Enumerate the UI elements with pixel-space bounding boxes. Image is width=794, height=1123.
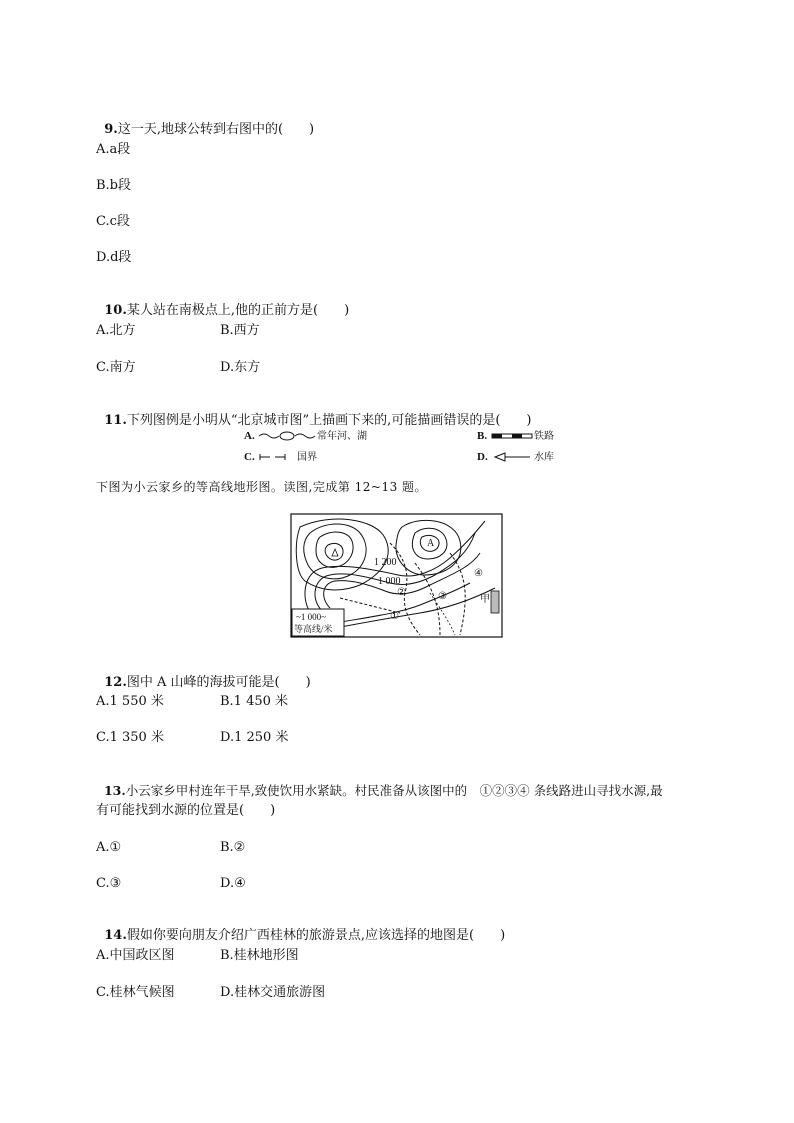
route-2-label: ② <box>397 587 406 598</box>
q13-option-b: B.② <box>220 840 246 855</box>
village-label: 甲 <box>480 594 490 605</box>
question-11-stem <box>96 397 531 429</box>
legend-c-label: C. <box>244 451 255 463</box>
q10-option-d: D.东方 <box>220 360 261 375</box>
q9-option-b: B.b段 <box>96 178 132 193</box>
question-10-stem <box>96 287 349 319</box>
q12-option-a: A.1 550 米 <box>96 694 164 709</box>
question-number: 14. <box>104 928 127 943</box>
question-13-stem-cont: 有可能找到水源的位置是( ) <box>96 803 276 818</box>
q14-option-a: A.中国政区图 <box>96 948 175 963</box>
contour-label-1000: 1 000 <box>378 576 401 587</box>
contour-map <box>290 513 503 638</box>
route-1-label: ① <box>390 611 399 622</box>
route-4-label: ④ <box>474 568 483 579</box>
contour-label-1200: 1 200 <box>374 557 397 568</box>
route-3-label: ③ <box>438 591 447 602</box>
map-intro: 下图为小云家乡的等高线地形图。读图,完成第 12~13 题。 <box>96 480 428 494</box>
q9-option-a: A.a段 <box>96 142 131 157</box>
question-number: 9. <box>104 122 118 137</box>
question-number: 10. <box>104 303 127 318</box>
q14-option-d: D.桂林交通旅游图 <box>220 985 326 1000</box>
legend-b-label: B. <box>477 430 488 442</box>
legend-d-text: 水库 <box>534 452 554 463</box>
legend-a-label: A. <box>244 430 255 442</box>
legend-d-label: D. <box>477 451 488 463</box>
question-text: 下列图例是小明从“北京城市图”上描画下来的,可能描画错误的是( ) <box>126 413 532 428</box>
q14-option-b: B.桂林地形图 <box>220 948 299 963</box>
question-text: 这一天,地球公转到右图中的( ) <box>117 122 315 137</box>
q12-option-d: D.1 250 米 <box>220 730 289 745</box>
question-text: 小云家乡甲村连年干旱,致使饮用水紧缺。村民准备从该图中的 ①②③④ 条线路进山寻找水源,最 <box>125 783 663 798</box>
q9-option-c: C.c段 <box>96 214 130 229</box>
question-14-stem <box>96 912 505 944</box>
village-marker <box>491 591 499 613</box>
q10-option-a: A.北方 <box>96 323 136 338</box>
q12-option-c: C.1 350 米 <box>96 730 164 745</box>
legend-c-text: 国界 <box>297 452 317 463</box>
question-text: 图中 A 山峰的海拔可能是( ) <box>126 675 311 690</box>
legend-b-text: 铁路 <box>534 431 554 442</box>
question-number: 13. <box>103 783 126 798</box>
question-12-stem <box>96 659 311 691</box>
question-9-stem <box>96 106 314 138</box>
q14-option-c: C.桂林气候图 <box>96 985 175 1000</box>
q10-option-c: C.南方 <box>96 360 136 375</box>
question-text: 某人站在南极点上,他的正前方是( ) <box>126 303 350 318</box>
question-text: 假如你要向朋友介绍广西桂林的旅游景点,应该选择的地图是( ) <box>126 928 506 943</box>
map-legend-value: ~1 000~ <box>296 612 326 622</box>
q10-option-b: B.西方 <box>220 323 260 338</box>
q13-option-c: C.③ <box>96 876 122 891</box>
question-number: 11. <box>104 413 127 428</box>
railway-symbol <box>491 431 533 441</box>
legend-a-text: 常年河、湖 <box>317 431 367 442</box>
map-legend-caption: 等高线/米 <box>294 624 333 634</box>
q13-option-a: A.① <box>96 840 122 855</box>
q12-option-b: B.1 450 米 <box>220 694 289 709</box>
border-symbol <box>258 451 288 463</box>
q13-option-d: D.④ <box>220 876 246 891</box>
reservoir-symbol <box>491 451 531 463</box>
q9-option-d: D.d段 <box>96 250 132 265</box>
peak-label: A <box>427 538 435 549</box>
river-lake-symbol <box>258 429 316 443</box>
question-number: 12. <box>104 675 127 690</box>
question-13-stem <box>96 767 663 799</box>
